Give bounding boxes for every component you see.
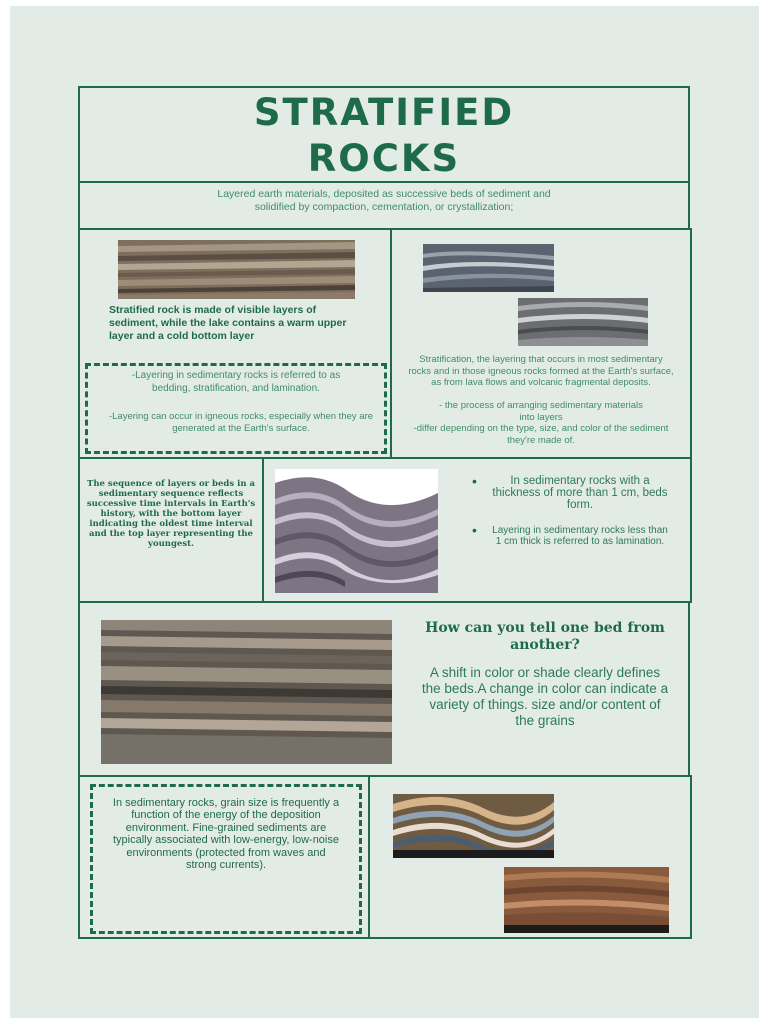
grain-size-text: In sedimentary rocks, grain size is frequently a function of the energy of the deposition environment. Fine-grained sediments are typically associated with low-energy, low-noise environments (protected from waves and strong currents). (112, 797, 340, 872)
definition-box (78, 181, 690, 230)
section4-left-box (78, 775, 370, 939)
folded-rock-photo (275, 469, 438, 593)
bed-question-heading: How can you tell one bed from another? (425, 620, 665, 653)
bedding-text: -Layering in sedimentary rocks is referred to as bedding, stratification, and lamination. (131, 370, 341, 394)
title-box (78, 86, 690, 183)
bullet-lamination: • Layering in sedimentary rocks less than 1 cm thick is referred to as lamination. (490, 525, 670, 547)
sequence-text: The sequence of layers or beds in a sedimentary sequence reflects successive time intervals in Earth's history, with the bottom layer indicating the oldest time interval and the top layer representing the youngest. (86, 479, 256, 549)
title-line-1: STRATIFIED (253, 91, 515, 134)
grain-dashed-box (90, 784, 362, 934)
bullet-beds: • In sedimentary rocks with a thickness of more than 1 cm, beds form. (490, 475, 670, 511)
title-line-2: ROCKS (307, 137, 461, 180)
bed-answer-text: A shift in color or shade clearly defines the beds.A change in color can indicate a variety of things. size and/or content of the grains (421, 665, 669, 728)
rock-beds-photo (101, 620, 392, 764)
stratified-caption: Stratified rock is made of visible layers of sediment, while the lake contains a warm upper layer and a cold bottom layer (109, 304, 347, 342)
section1-left-box (78, 228, 392, 459)
folded-strata-photo-1 (423, 244, 554, 292)
stratification-definition: Stratification, the layering that occurs in most sedimentary rocks and in those igneous rocks formed at the Earth's surface, as from lava flows and volcanic fragmental deposits. (408, 354, 674, 388)
section3-box (78, 601, 690, 777)
section2-left-box (78, 457, 264, 603)
folded-strata-photo-2 (518, 298, 648, 346)
sediment-difference-text: -differ depending on the type, size, and color of the sediment they're made of. (413, 423, 669, 446)
section4-right-box (368, 775, 692, 939)
bedding-dashed-box (85, 363, 387, 454)
rust-rock-photo (504, 867, 669, 933)
colorful-folds-photo (393, 794, 554, 858)
arranging-process-text: - the process of arranging sedimentary materials into layers (439, 400, 643, 423)
section2-right-box (262, 457, 692, 603)
bed-thickness-list (490, 475, 670, 547)
igneous-layering-text: -Layering can occur in igneous rocks, especially when they are generated at the Earth's surface. (108, 411, 374, 434)
layered-rock-photo (118, 240, 355, 299)
definition-text: Layered earth materials, deposited as successive beds of sediment and solidified by compaction, cementation, or crystallization; (217, 188, 551, 213)
poster-page (10, 6, 759, 1018)
section1-right-box (390, 228, 692, 459)
